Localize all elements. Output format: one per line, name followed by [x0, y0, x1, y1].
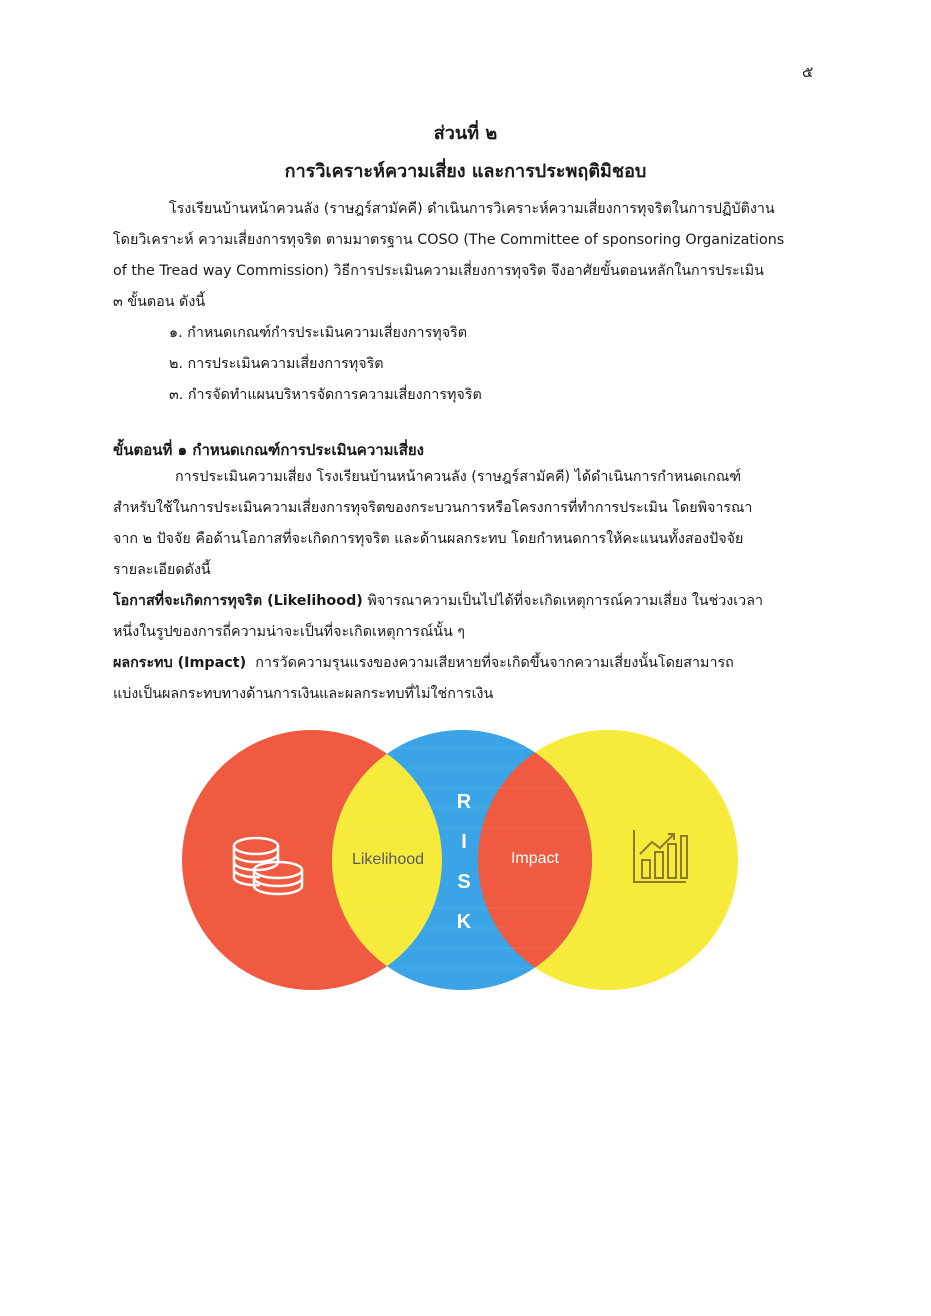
likelihood-desc: พิจารณาความเป็นไปได้ที่จะเกิดเหตุการณ์ความเสี่ยง ในช่วงเวลา — [362, 593, 763, 609]
risk-venn-diagram — [180, 728, 740, 992]
intro-line: of the Tread way Commission) วิธีการประเมินความเสี่ยงการทุจริต จึงอาศัยขั้นตอนหลักในการประเมิน — [113, 263, 764, 279]
step1-heading: ขั้นตอนที่ ๑ กำหนดเกณฑ์การประเมินความเสี่ยง — [113, 441, 424, 459]
likelihood-desc-2: หนึ่งในรูปของการถี่ความน่าจะเป็นที่จะเกิดเหตุการณ์นั้น ๆ — [113, 624, 465, 640]
step-item: ๓. กำรจัดทำแผนบริหารจัดการความเสี่ยงการทุจริต — [169, 387, 482, 403]
intro-line: โรงเรียนบ้านหน้าควนลัง (ราษฎร์สามัคคี) ดำเนินการวิเคราะห์ความเสี่ยงการทุจริตในการปฏิบัติงาน — [169, 201, 775, 217]
step-item: ๒. การประเมินความเสี่ยงการทุจริต — [169, 356, 384, 372]
step1-line: จาก ๒ ปัจจัย คือด้านโอกาสที่จะเกิดการทุจริต และด้านผลกระทบ โดยกำหนดการให้คะแนนทั้งสองปัจจัย — [113, 531, 744, 547]
intro-line: ๓ ขั้นตอน ดังนี้ — [113, 294, 206, 310]
likelihood-term: โอกาสที่จะเกิดการทุจริต (Likelihood) — [113, 593, 363, 609]
step1-line: การประเมินความเสี่ยง โรงเรียนบ้านหน้าควนลัง (ราษฎร์สามัคคี) ได้ดำเนินการกำหนดเกณฑ์ — [175, 469, 742, 485]
section-subtitle: การวิเคราะห์ความเสี่ยง และการประพฤติมิชอบ — [284, 161, 647, 182]
section-title: ส่วนที่ ๒ — [433, 123, 498, 144]
likelihood-label: Likelihood — [351, 851, 425, 868]
intro-line: โดยวิเคราะห์ ความเสี่ยงการทุจริต ตามมาตรฐาน COSO (The Committee of sponsoring Organizations — [113, 232, 785, 248]
intro-paragraph — [113, 194, 823, 411]
risk-letter-i: I — [461, 831, 467, 853]
step1-line: สำหรับใช้ในการประเมินความเสี่ยงการทุจริตของกระบวนการหรือโครงการที่ทำการประเมิน โดยพิจารณา — [113, 500, 753, 516]
risk-letter-r: R — [456, 791, 472, 813]
impact-label: Impact — [510, 850, 560, 867]
impact-desc: การวัดความรุนแรงของความเสียหายที่จะเกิดขึ้นจากความเสี่ยงนั้นโดยสามารถ — [246, 655, 734, 671]
likelihood-definition — [113, 586, 823, 710]
impact-term: ผลกระทบ (Impact) — [113, 655, 247, 671]
risk-letter-k: K — [456, 911, 472, 933]
impact-desc-2: แบ่งเป็นผลกระทบทางด้านการเงินและผลกระทบที่ไม่ใช่การเงิน — [113, 686, 494, 702]
step-item: ๑. กำหนดเกณฑ์กำรประเมินความเสี่ยงการทุจริต — [169, 325, 468, 341]
page-number: ๕ — [802, 63, 814, 81]
step1-paragraph — [113, 462, 823, 586]
step1-line: รายละเอียดดังนี้ — [113, 562, 211, 578]
risk-letter-s: S — [457, 871, 471, 893]
